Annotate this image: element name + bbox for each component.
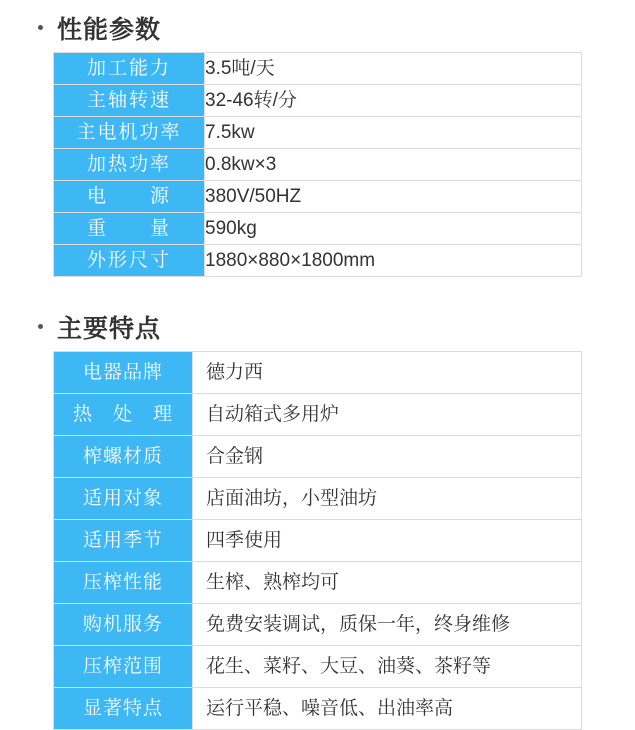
table-row	[54, 562, 582, 604]
bullet-icon	[38, 324, 43, 329]
table-row	[54, 352, 582, 394]
row-label: 外形尺寸	[54, 245, 205, 277]
row-label: 重 量	[54, 213, 205, 245]
row-label: 显著特点	[54, 688, 193, 730]
table-row	[54, 394, 582, 436]
features-table-wrapper	[30, 351, 605, 730]
section-title-text: 主要特点	[57, 315, 162, 343]
row-label: 购机服务	[54, 604, 193, 646]
row-label: 主电机功率	[54, 117, 205, 149]
bullet-icon	[38, 25, 43, 30]
row-label: 压榨范围	[54, 646, 193, 688]
row-value: 7.5kw	[205, 117, 582, 149]
table-row	[54, 181, 582, 213]
section-title-text: 性能参数	[57, 16, 162, 44]
row-value: 590kg	[205, 213, 582, 245]
table-row	[54, 478, 582, 520]
row-label: 加工能力	[54, 53, 205, 85]
table-row	[54, 117, 582, 149]
section-title-performance	[38, 10, 605, 46]
performance-table	[53, 52, 582, 277]
row-value: 0.8kw×3	[205, 149, 582, 181]
row-value: 运行平稳、噪音低、出油率高	[193, 688, 582, 730]
row-label: 适用对象	[54, 478, 193, 520]
table-row	[54, 85, 582, 117]
features-table	[53, 351, 582, 730]
row-label: 电 源	[54, 181, 205, 213]
row-value: 自动箱式多用炉	[193, 394, 582, 436]
table-row	[54, 520, 582, 562]
row-label: 热 处 理	[54, 394, 193, 436]
row-value: 3.5吨/天	[205, 53, 582, 85]
table-row	[54, 149, 582, 181]
row-value: 32-46转/分	[205, 85, 582, 117]
row-value: 德力西	[193, 352, 582, 394]
table-row	[54, 646, 582, 688]
row-label: 加热功率	[54, 149, 205, 181]
section-title-features	[38, 309, 605, 345]
table-row	[54, 436, 582, 478]
row-value: 店面油坊，小型油坊	[193, 478, 582, 520]
table-row	[54, 53, 582, 85]
row-label: 压榨性能	[54, 562, 193, 604]
row-value: 380V/50HZ	[205, 181, 582, 213]
row-label: 电器品牌	[54, 352, 193, 394]
table-row	[54, 604, 582, 646]
row-value: 免费安装调试，质保一年，终身维修	[193, 604, 582, 646]
table-row	[54, 213, 582, 245]
row-value: 生榨、熟榨均可	[193, 562, 582, 604]
row-label: 适用季节	[54, 520, 193, 562]
spec-sheet-page	[0, 10, 635, 720]
row-value: 合金钢	[193, 436, 582, 478]
row-value: 1880×880×1800mm	[205, 245, 582, 277]
row-label: 榨螺材质	[54, 436, 193, 478]
table-row	[54, 688, 582, 730]
performance-table-wrapper	[30, 52, 605, 277]
row-value: 四季使用	[193, 520, 582, 562]
table-row	[54, 245, 582, 277]
row-value: 花生、菜籽、大豆、油葵、茶籽等	[193, 646, 582, 688]
row-label: 主轴转速	[54, 85, 205, 117]
